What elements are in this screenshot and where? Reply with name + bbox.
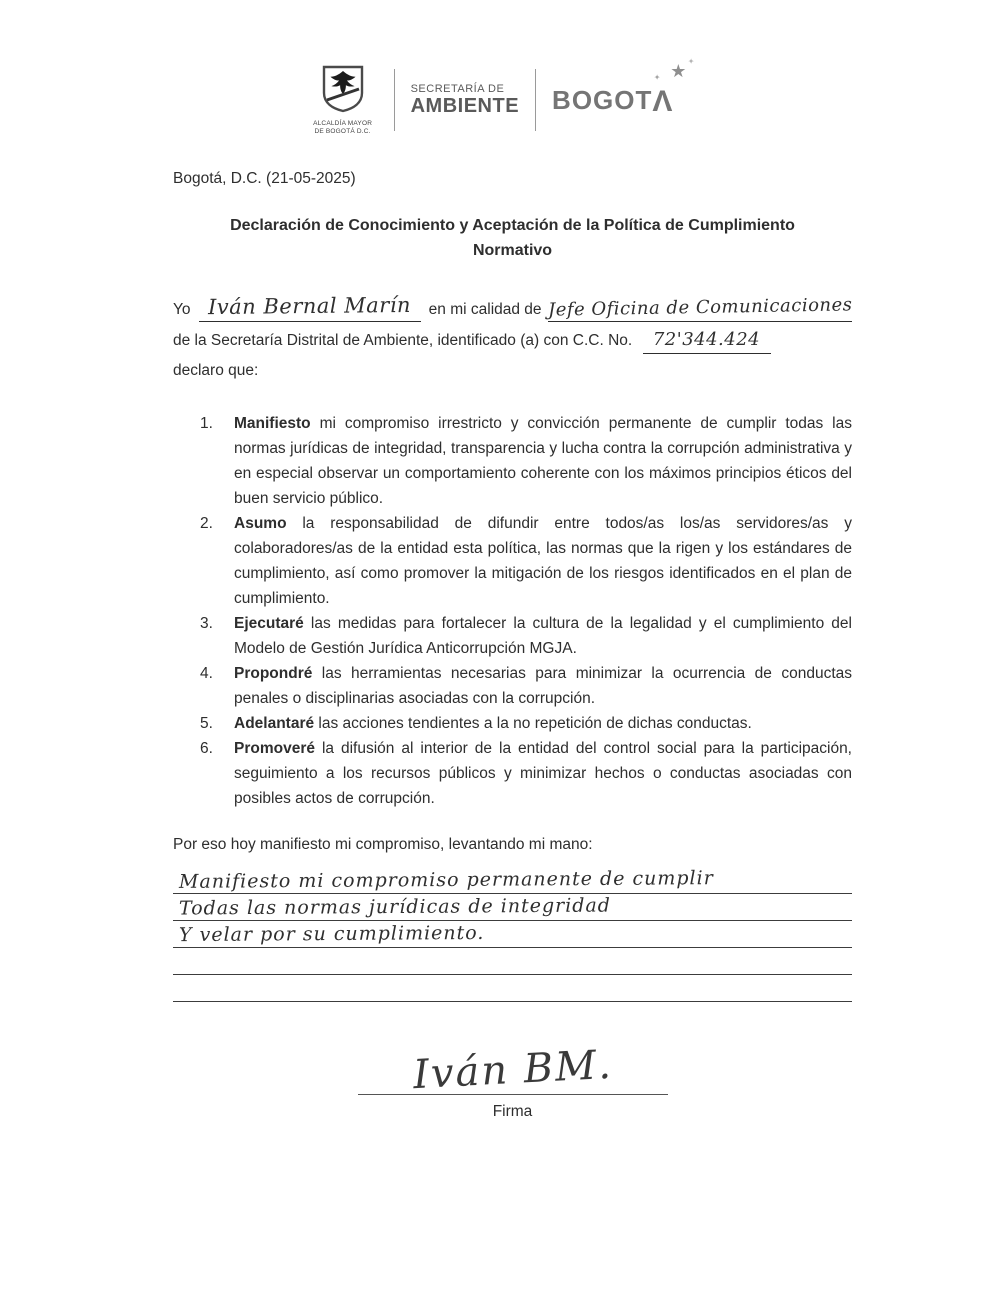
alcaldia-caption-line1: ALCALDÍA MAYOR: [313, 119, 373, 127]
signature-block: [358, 1041, 668, 1124]
item-number: 6.: [200, 740, 213, 757]
document-title: [173, 213, 852, 263]
list-item: [200, 611, 852, 661]
item-number: 4.: [200, 665, 213, 682]
bogota-logo: [552, 57, 695, 118]
handwritten-line-2: Todas las normas jurídicas de integridad: [178, 894, 611, 920]
alcaldia-mayor-logo: [308, 65, 378, 136]
bogota-lambda-glyph: Λ: [652, 85, 673, 118]
closing-statement: Por eso hoy manifiesto mi compromiso, levantando mi mano:: [173, 836, 593, 853]
star-small-icon: ✦: [687, 57, 695, 66]
header-logo-band: [0, 0, 1000, 140]
firma-label: Firma: [492, 1103, 533, 1120]
cargo-blank: [548, 296, 852, 322]
cc-prefix-text: de la Secretaría Distrital de Ambiente, identificado (a) con C.C. No.: [173, 332, 633, 349]
item-lead-word: Asumo: [234, 515, 287, 532]
item-rest-text: las acciones tendientes a la no repetición de dichas conductas.: [314, 715, 752, 732]
item-text: [234, 661, 852, 711]
handwritten-line-1: Manifiesto mi compromiso permanente de cumplir: [178, 867, 714, 893]
yo-label: Yo: [173, 301, 191, 318]
logo-divider-left: [394, 69, 395, 131]
item-lead-word: Promoveré: [234, 740, 315, 757]
signature-line: [358, 1094, 668, 1095]
item-lead-word: Manifiesto: [234, 415, 311, 432]
item-number: 5.: [200, 715, 213, 732]
list-item: [200, 511, 852, 611]
secretaria-ambiente-logo: [411, 83, 519, 118]
title-line1: Declaración de Conocimiento y Aceptación de la Política de Cumplimiento: [230, 217, 795, 234]
ruled-line: [173, 867, 852, 894]
item-text: [234, 411, 852, 511]
handwritten-lines-area: [173, 867, 852, 1002]
item-text: [234, 736, 852, 811]
item-rest-text: la difusión al interior de la entidad del control social para la participación, seguimiento a los recursos públicos y minimizar hechos o conductas asociadas con posibles actos de corrupción.: [234, 740, 852, 807]
intro-line1: [173, 292, 853, 322]
item-rest-text: la responsabilidad de difundir entre todos/as los/as servidores/as y colaboradores/as de la entidad esta política, las normas que la rigen y los estándares de cumplimiento, así como promover la mitigación de los riesgos identificados en el plan de cumplimiento.: [234, 515, 852, 607]
secretaria-de-label: SECRETARÍA DE: [410, 82, 505, 95]
date-line: Bogotá, D.C. (21-05-2025): [173, 170, 356, 187]
ruled-line: [173, 894, 852, 921]
document-body: [0, 166, 1000, 1124]
handwritten-name: Iván Bernal Marín: [207, 292, 412, 320]
alcaldia-caption-line2: DE BOGOTÁ D.C.: [314, 127, 371, 135]
item-lead-word: Adelantaré: [234, 715, 315, 732]
item-lead-word: Propondré: [234, 665, 313, 682]
declaro-que-label: declaro que:: [173, 362, 259, 379]
item-number: 1.: [200, 415, 213, 432]
logo-divider-right: [535, 69, 536, 131]
star-small-icon: ✦: [653, 73, 661, 82]
handwritten-line-3: Y velar por su cumplimiento.: [178, 921, 485, 947]
handwritten-signature: Iván BM.: [411, 1041, 614, 1099]
intro-section: [173, 292, 853, 383]
alcaldia-caption: [313, 120, 372, 136]
handwritten-cargo: Jefe Oficina de Comunicaciones: [547, 294, 853, 321]
alcaldia-crest-icon: [320, 65, 366, 118]
intro-line2: [173, 328, 852, 354]
item-number: 2.: [200, 515, 213, 532]
handwritten-cc-number: 72'344.424: [652, 329, 761, 350]
item-number: 3.: [200, 615, 213, 632]
ruled-line: [173, 975, 852, 1002]
item-lead-word: Ejecutaré: [234, 615, 304, 632]
cc-blank: [643, 328, 771, 354]
star-icon: ★: [670, 61, 687, 81]
bogota-wordmark: BOGOT: [552, 85, 653, 115]
list-item: [200, 661, 852, 711]
ruled-line: [173, 948, 852, 975]
item-rest-text: mi compromiso irrestricto y convicción permanente de cumplir todas las normas jurídicas de integridad, transparencia y lucha contra la corrupción administrativa y en especial observar un comportamiento coherente con los máximos principios éticos del buen servicio público.: [234, 415, 852, 507]
declaration-list: [173, 411, 852, 811]
name-blank: [199, 292, 421, 322]
calidad-label: en mi calidad de: [428, 301, 542, 318]
item-text: [234, 511, 852, 611]
item-rest-text: las herramientas necesarias para minimizar la ocurrencia de conductas penales o disciplinarias asociadas con la corrupción.: [234, 665, 852, 707]
title-line2: Normativo: [472, 242, 553, 259]
list-item: [200, 411, 852, 511]
item-rest-text: las medidas para fortalecer la cultura de la legalidad y el cumplimiento del Modelo de Gestión Jurídica Anticorrupción MGJA.: [234, 615, 852, 657]
ambiente-label: AMBIENTE: [410, 94, 520, 117]
ruled-line: [173, 921, 852, 948]
item-text: [234, 611, 852, 661]
list-item: [200, 711, 852, 736]
item-text: [234, 711, 852, 736]
list-item: [200, 736, 852, 811]
